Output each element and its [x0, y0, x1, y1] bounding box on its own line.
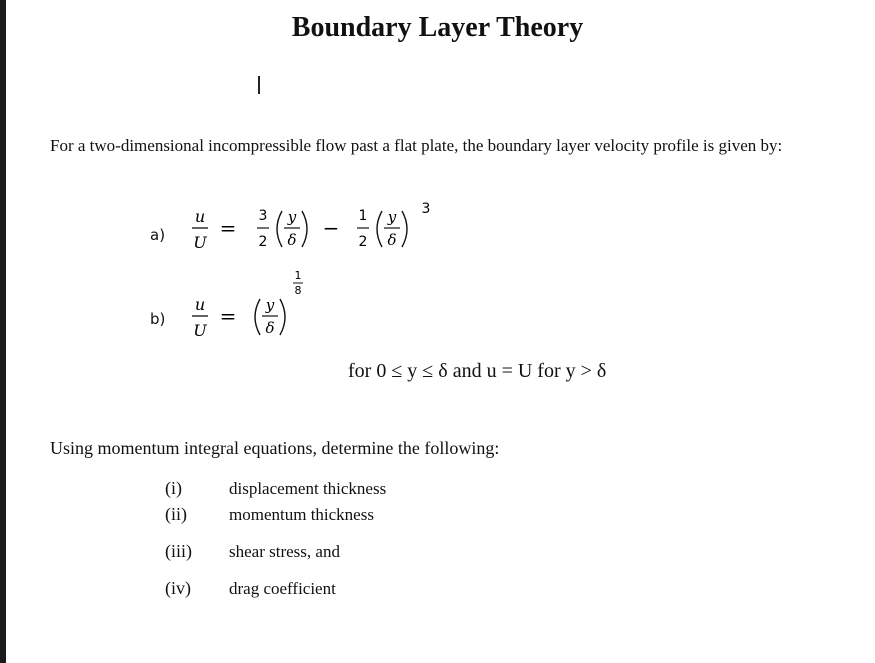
item-number: (ii)	[165, 504, 187, 524]
list-item	[165, 541, 340, 562]
list-item	[165, 478, 386, 499]
eq-a-u: u	[194, 207, 206, 226]
eq-b-equals: =	[219, 304, 237, 328]
equation-b-label: b)	[150, 310, 166, 328]
equation-b	[170, 265, 350, 355]
item-number: (iii)	[165, 541, 192, 561]
equation-a-label: a)	[150, 226, 166, 244]
item-text: momentum thickness	[229, 505, 374, 524]
problem-statement: For a two-dimensional incompressible flow past a flat plate, the boundary layer velocity profile is given by:	[50, 136, 783, 155]
eq-b-u: u	[194, 295, 206, 314]
eq-a-y2: y	[387, 208, 397, 226]
task-prompt: Using momentum integral equations, determine the following:	[50, 438, 500, 458]
eq-a-U: U	[193, 233, 207, 252]
eq-a-y1: y	[287, 208, 297, 226]
page-title: Boundary Layer Theory	[291, 12, 584, 43]
text-cursor	[258, 76, 260, 94]
eq-b-exp-num: 1	[294, 269, 302, 282]
list-item	[165, 504, 374, 525]
eq-a-delta2: δ	[387, 231, 397, 249]
eq-a-c2-den: 2	[358, 234, 368, 250]
eq-a-c2-num: 1	[358, 208, 368, 224]
item-text: shear stress, and	[229, 542, 340, 561]
validity-condition: for 0 ≤ y ≤ δ and u = U for y > δ	[348, 360, 607, 382]
list-item	[165, 578, 336, 599]
eq-a-equals: =	[219, 216, 237, 240]
eq-b-exp-den: 8	[294, 284, 302, 297]
eq-a-exponent: 3	[421, 201, 431, 217]
eq-a-c1-den: 2	[258, 234, 268, 250]
eq-a-c1-num: 3	[258, 208, 268, 224]
eq-a-minus: −	[322, 216, 340, 240]
equation-a	[170, 198, 460, 268]
eq-a-delta1: δ	[287, 231, 297, 249]
item-number: (i)	[165, 478, 182, 498]
item-number: (iv)	[165, 578, 191, 598]
eq-b-delta: δ	[265, 319, 275, 337]
eq-b-y: y	[265, 296, 275, 314]
item-text: drag coefficient	[229, 579, 336, 598]
eq-b-U: U	[193, 321, 207, 340]
left-window-edge	[0, 0, 6, 663]
item-text: displacement thickness	[229, 479, 387, 498]
